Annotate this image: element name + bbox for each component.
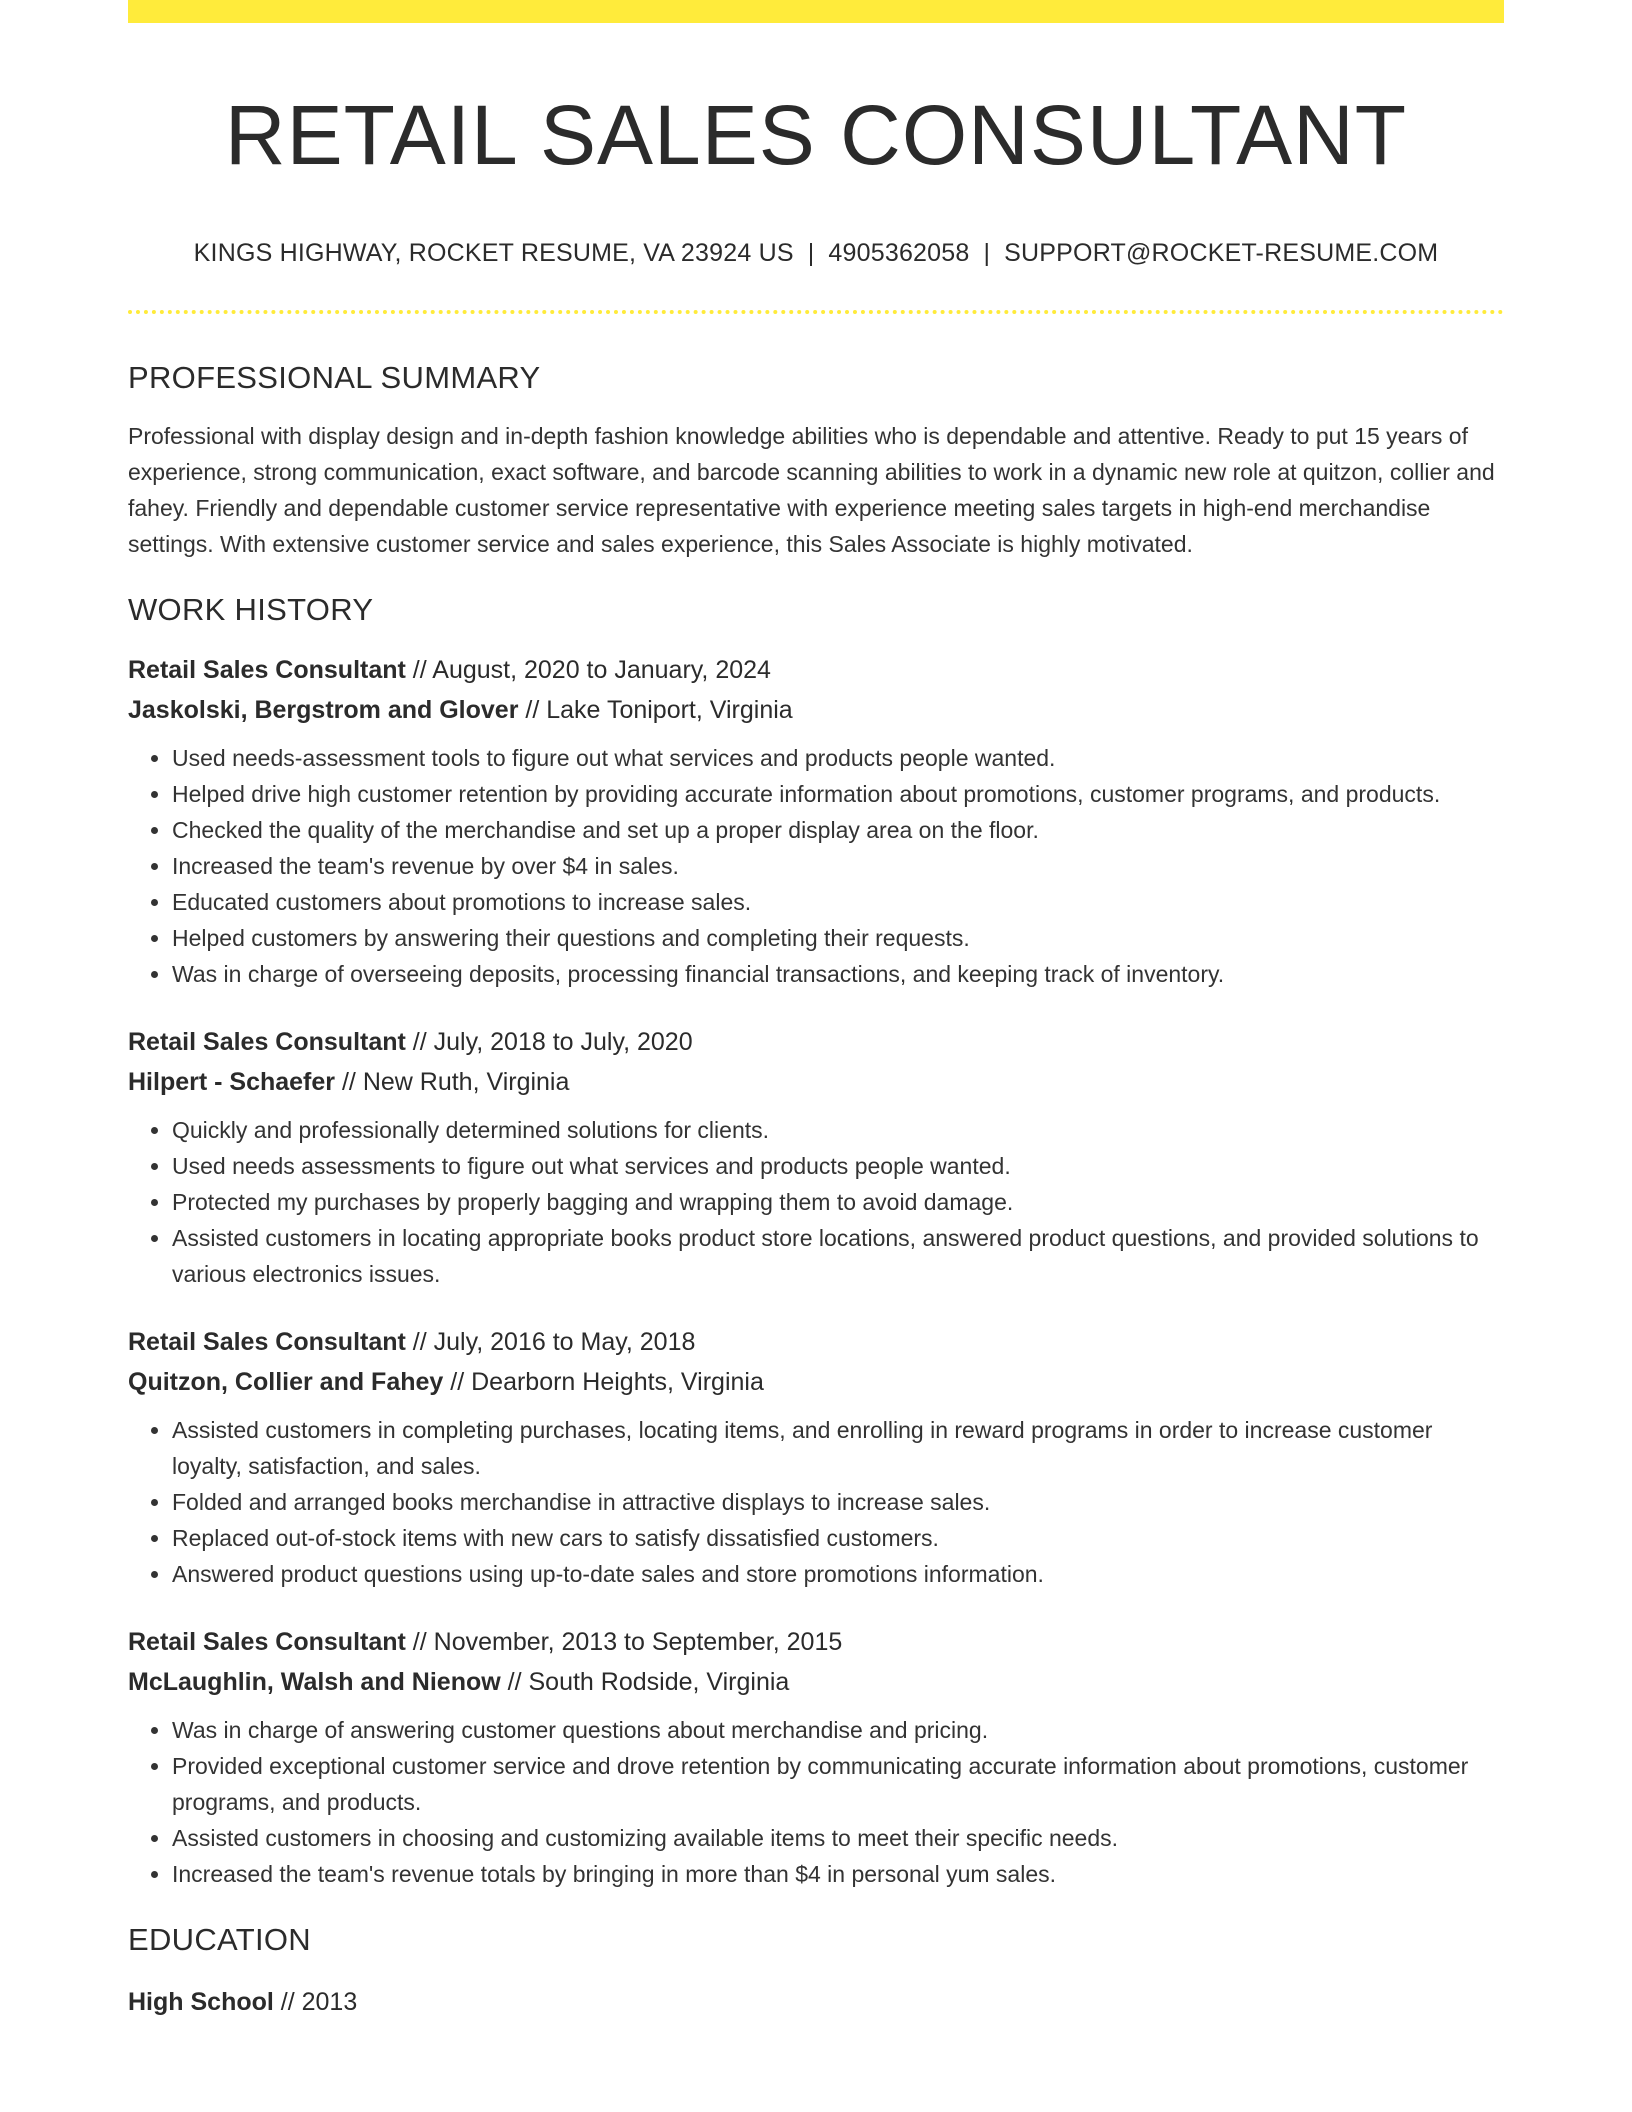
job-dates: August, 2020 to January, 2024: [432, 656, 771, 685]
job-bullet: • Quickly and professionally determined solutions for clients.: [172, 1112, 1504, 1148]
contact-email[interactable]: SUPPORT@ROCKET-RESUME.COM: [1004, 239, 1439, 268]
date-separator: //: [335, 1068, 363, 1097]
job-role-line: [128, 1322, 1504, 1362]
job-role-line: [128, 1622, 1504, 1662]
contact-separator: |: [983, 239, 991, 268]
job-entry: [128, 1022, 1504, 1292]
job-role: Retail Sales Consultant: [128, 1028, 406, 1057]
job-bullet: • Used needs assessments to figure out what services and products people wanted.: [172, 1148, 1504, 1184]
job-bullet: • Assisted customers in choosing and customizing available items to meet their specific needs.: [172, 1820, 1504, 1856]
job-bullets: [128, 1412, 1504, 1592]
job-bullet: • Checked the quality of the merchandise and set up a proper display area on the floor.: [172, 812, 1504, 848]
date-separator: //: [405, 1028, 434, 1057]
job-role: Retail Sales Consultant: [128, 1328, 406, 1357]
job-company-line: [128, 1362, 1504, 1402]
job-entry: [128, 1322, 1504, 1592]
job-bullet: • Increased the team's revenue totals by bringing in more than $4 in personal yum sales.: [172, 1856, 1504, 1892]
job-bullet: • Educated customers about promotions to increase sales.: [172, 884, 1504, 920]
job-bullet: • Folded and arranged books merchandise in attractive displays to increase sales.: [172, 1484, 1504, 1520]
education-heading: EDUCATION: [128, 1922, 311, 1958]
resume-page: [128, 0, 1504, 2022]
job-role-line: [128, 650, 1504, 690]
job-location: New Ruth, Virginia: [362, 1068, 570, 1097]
summary-heading: PROFESSIONAL SUMMARY: [128, 360, 541, 396]
contact-phone[interactable]: 4905362058: [828, 239, 970, 268]
date-separator: //: [405, 1328, 434, 1357]
job-location: Dearborn Heights, Virginia: [471, 1368, 764, 1397]
date-separator: //: [273, 1988, 302, 2017]
job-bullet: • Assisted customers in completing purchases, locating items, and enrolling in reward programs in order to increase customer loyalty, satisfaction, and sales.: [172, 1412, 1504, 1484]
job-company-line: [128, 690, 1504, 730]
job-entry: [128, 1622, 1504, 1892]
job-bullet: • Helped drive high customer retention by providing accurate information about promotions, customer programs, and products.: [172, 776, 1504, 812]
job-role: Retail Sales Consultant: [128, 656, 406, 685]
job-bullet: • Replaced out-of-stock items with new cars to satisfy dissatisfied customers.: [172, 1520, 1504, 1556]
education-entry: [128, 1982, 1504, 2022]
job-company: Hilpert - Schaefer: [128, 1068, 336, 1097]
summary-text: Professional with display design and in-depth fashion knowledge abilities who is dependable and attentive. Ready to put 15 years of experience, strong communication, exact software, and barcode scanning abilities to work in a dynamic new role at quitzon, collier and fahey. Friendly and dependable customer service representative with experience meeting sales targets in high-end merchandise settings. With extensive customer service and sales experience, this Sales Associate is highly motivated.: [128, 423, 1495, 558]
job-company-line: [128, 1062, 1504, 1102]
job-role: Retail Sales Consultant: [128, 1628, 406, 1657]
education-degree: High School: [128, 1988, 274, 2017]
job-company-line: [128, 1662, 1504, 1702]
job-dates: November, 2013 to September, 2015: [433, 1628, 843, 1657]
job-bullet: • Assisted customers in locating appropriate books product store locations, answered product questions, and provided solutions to various electronics issues.: [172, 1220, 1504, 1292]
contact-line: [128, 239, 1504, 268]
job-bullets: [128, 740, 1504, 992]
date-separator: //: [518, 696, 547, 725]
job-dates: July, 2016 to May, 2018: [433, 1328, 696, 1357]
job-bullet: • Increased the team's revenue by over $4 in sales.: [172, 848, 1504, 884]
job-bullet: • Helped customers by answering their questions and completing their requests.: [172, 920, 1504, 956]
job-location: Lake Toniport, Virginia: [546, 696, 793, 725]
job-location: South Rodside, Virginia: [528, 1668, 790, 1697]
job-bullets: [128, 1712, 1504, 1892]
job-company: McLaughlin, Walsh and Nienow: [128, 1668, 501, 1697]
contact-separator: |: [807, 239, 815, 268]
accent-top-bar: [128, 0, 1504, 23]
date-separator: //: [405, 656, 433, 685]
job-bullet: • Was in charge of answering customer questions about merchandise and pricing.: [172, 1712, 1504, 1748]
job-entry: [128, 650, 1504, 992]
job-bullet: • Answered product questions using up-to-date sales and store promotions information.: [172, 1556, 1504, 1592]
job-bullets: [128, 1112, 1504, 1292]
education-year: 2013: [301, 1988, 358, 2017]
dotted-divider: [128, 310, 1504, 314]
job-company: Jaskolski, Bergstrom and Glover: [128, 696, 519, 725]
work-history-list: [128, 650, 1504, 1892]
work-history-heading: WORK HISTORY: [128, 592, 374, 628]
resume-title: RETAIL SALES CONSULTANT: [224, 88, 1408, 182]
job-bullet: • Was in charge of overseeing deposits, processing financial transactions, and keeping track of inventory.: [172, 956, 1504, 992]
contact-address: KINGS HIGHWAY, ROCKET RESUME, VA 23924 US: [193, 239, 794, 268]
date-separator: //: [405, 1628, 434, 1657]
date-separator: //: [500, 1668, 529, 1697]
job-role-line: [128, 1022, 1504, 1062]
job-bullet: • Used needs-assessment tools to figure out what services and products people wanted.: [172, 740, 1504, 776]
job-bullet: • Provided exceptional customer service and drove retention by communicating accurate information about promotions, customer programs, and products.: [172, 1748, 1504, 1820]
job-dates: July, 2018 to July, 2020: [433, 1028, 693, 1057]
job-bullet: • Protected my purchases by properly bagging and wrapping them to avoid damage.: [172, 1184, 1504, 1220]
date-separator: //: [443, 1368, 472, 1397]
job-company: Quitzon, Collier and Fahey: [128, 1368, 444, 1397]
